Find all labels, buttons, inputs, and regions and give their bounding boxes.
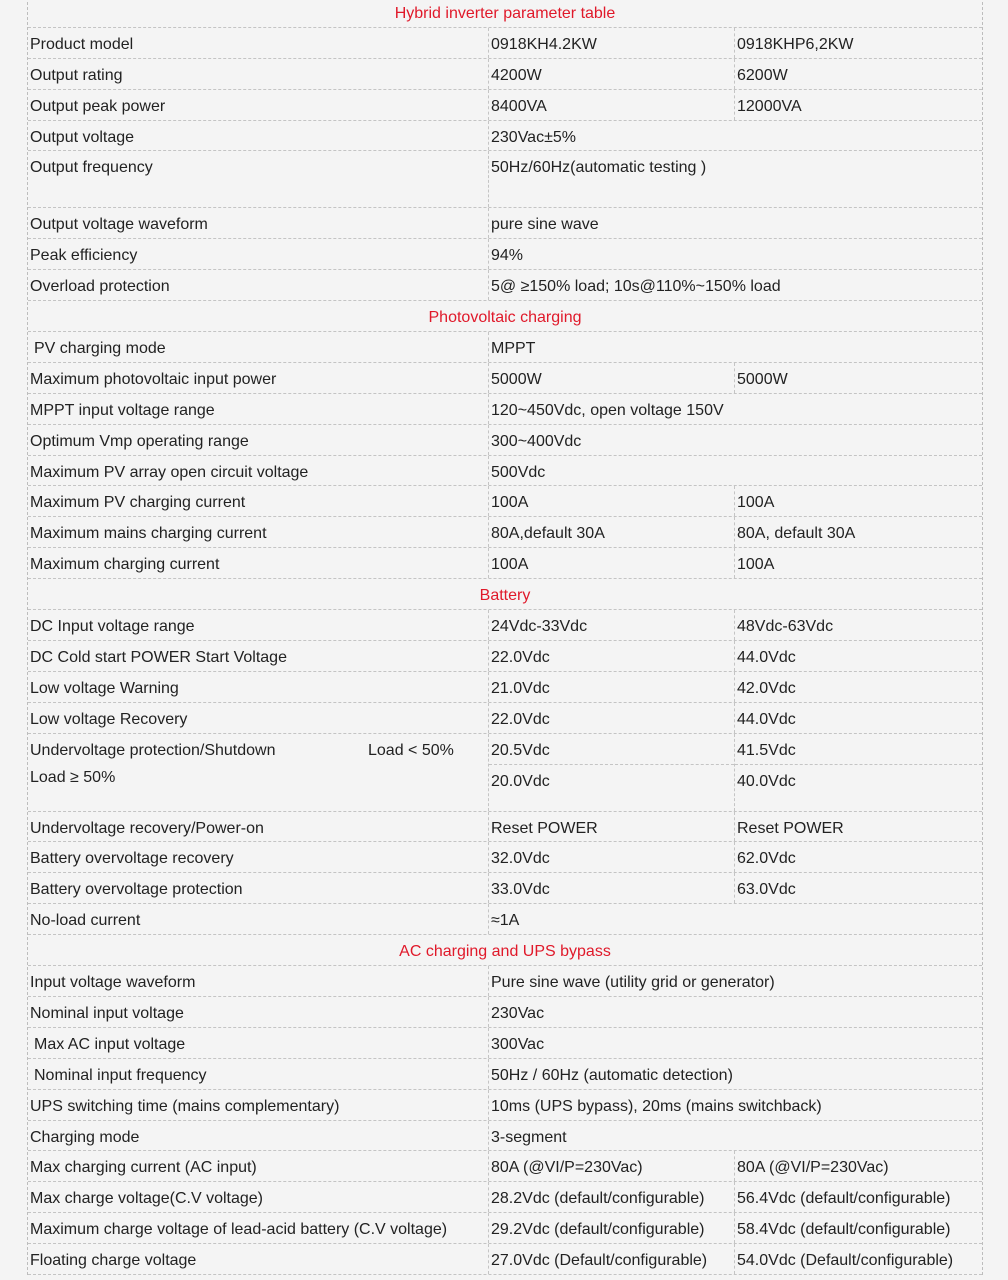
row-value-1: 22.0Vdc [488, 703, 734, 733]
condition-low-load: Load < 50% [368, 741, 454, 759]
row-value-2: 62.0Vdc [734, 842, 982, 872]
section-header-main [28, 0, 982, 28]
table-row [28, 1121, 982, 1152]
table-row [28, 394, 982, 425]
undervoltage-label-cell [30, 734, 488, 811]
row-label: Battery overvoltage recovery [30, 850, 234, 868]
row-label: PV charging mode [34, 340, 166, 358]
table-row [28, 548, 982, 579]
row-value-2: 80A (@VI/P=230Vac) [734, 1151, 982, 1181]
row-value-2: 44.0Vdc [734, 703, 982, 733]
row-value: MPPT [488, 332, 982, 362]
row-label: Undervoltage protection/Shutdown [30, 741, 276, 759]
row-label: Charging mode [30, 1128, 140, 1146]
row-value-1: 22.0Vdc [488, 641, 734, 671]
table-row [28, 703, 982, 734]
row-value-2: 100A [734, 548, 982, 578]
table-row [28, 270, 982, 301]
row-value-1: 4200W [488, 59, 734, 89]
row-value-2: 63.0Vdc [734, 873, 982, 903]
table-row [28, 517, 982, 548]
row-label: Max charge voltage(C.V voltage) [30, 1190, 263, 1208]
row-value-low-load: 41.5Vdc [737, 741, 796, 759]
row-value-1: 27.0Vdc (Default/configurable) [488, 1244, 734, 1274]
table-row [28, 486, 982, 517]
row-value-1: 100A [488, 548, 734, 578]
row-value-1: 8400VA [488, 90, 734, 120]
row-label: Product model [30, 35, 134, 53]
table-row [28, 239, 982, 270]
table-row [28, 1182, 982, 1213]
row-value-2: 6200W [734, 59, 982, 89]
table-row [28, 90, 982, 121]
row-label: Optimum Vmp operating range [30, 432, 249, 450]
row-value-1: 28.2Vdc (default/configurable) [488, 1182, 734, 1212]
table-row [28, 363, 982, 394]
row-label: Maximum photovoltaic input power [30, 370, 277, 388]
table-row [28, 672, 982, 703]
row-value-1: 24Vdc-33Vdc [488, 610, 734, 640]
row-value: 50Hz / 60Hz (automatic detection) [488, 1059, 982, 1089]
row-value: 5@ ≥150% load; 10s@110%~150% load [488, 270, 982, 300]
row-label: Undervoltage recovery/Power-on [30, 819, 264, 837]
row-label: Floating charge voltage [30, 1252, 197, 1270]
row-value: 50Hz/60Hz(automatic testing ) [488, 151, 718, 207]
row-label: Low voltage Recovery [30, 710, 188, 728]
row-value: 3-segment [488, 1121, 982, 1151]
table-row [28, 1090, 982, 1121]
row-label: Low voltage Warning [30, 679, 179, 697]
row-value: 10ms (UPS bypass), 20ms (mains switchback) [488, 1090, 982, 1120]
section-title: AC charging and UPS bypass [399, 943, 611, 961]
row-value-2: 100A [734, 486, 982, 516]
section-title: Battery [479, 587, 531, 605]
row-label: Output peak power [30, 97, 166, 115]
row-value: 230Vac [488, 997, 982, 1027]
row-label: Output voltage waveform [30, 216, 208, 234]
row-label: Output voltage [30, 128, 135, 146]
table-row [28, 610, 982, 641]
table-row [28, 456, 982, 487]
row-value-2: 12000VA [734, 90, 982, 120]
row-label: Peak efficiency [30, 247, 138, 265]
table-row [28, 812, 982, 843]
table-row [28, 59, 982, 90]
row-value-1: 5000W [488, 363, 734, 393]
row-label: MPPT input voltage range [30, 401, 215, 419]
row-label: Max AC input voltage [34, 1035, 186, 1053]
table-row [28, 28, 982, 59]
row-label: Maximum mains charging current [30, 525, 267, 543]
row-label: Maximum PV array open circuit voltage [30, 463, 309, 481]
undervoltage-values-2 [734, 734, 982, 811]
row-value-2: 56.4Vdc (default/configurable) [734, 1182, 982, 1212]
table-row [28, 208, 982, 239]
table-title: Hybrid inverter parameter table [394, 5, 616, 22]
row-label: DC Input voltage range [30, 618, 195, 636]
row-label: Maximum charge voltage of lead-acid battery (C.V voltage) [30, 1221, 448, 1239]
condition-high-load: Load ≥ 50% [30, 768, 116, 786]
row-label: Overload protection [30, 278, 170, 296]
row-value-1: 32.0Vdc [488, 842, 734, 872]
undervoltage-values-1 [488, 734, 734, 811]
row-value-1: 29.2Vdc (default/configurable) [488, 1213, 734, 1243]
row-value-high-load: 20.0Vdc [491, 772, 550, 790]
row-label: Output frequency [30, 159, 153, 177]
row-label: Max charging current (AC input) [30, 1159, 257, 1177]
row-label: No-load current [30, 912, 141, 930]
table-row [28, 121, 982, 152]
row-value: 94% [488, 239, 982, 269]
row-value-1: 80A (@VI/P=230Vac) [488, 1151, 734, 1181]
inner-divider [489, 764, 734, 765]
table-row [28, 842, 982, 873]
row-value: 500Vdc [488, 456, 982, 486]
row-value: pure sine wave [488, 208, 982, 238]
table-row [28, 151, 982, 208]
row-label: Battery overvoltage protection [30, 881, 243, 899]
parameter-table [27, 0, 983, 1275]
row-value-1: Reset POWER [488, 812, 734, 842]
row-value-2: 42.0Vdc [734, 672, 982, 702]
row-value-2: 58.4Vdc (default/configurable) [734, 1213, 982, 1243]
row-label: Nominal input voltage [30, 1004, 184, 1022]
inner-divider [735, 764, 982, 765]
row-value: 300Vac [488, 1028, 982, 1058]
row-value-high-load: 40.0Vdc [737, 772, 796, 790]
row-value-2: 44.0Vdc [734, 641, 982, 671]
row-value: 300~400Vdc [488, 425, 982, 455]
table-row [28, 1028, 982, 1059]
row-value-1: 100A [488, 486, 734, 516]
row-value-2: 80A, default 30A [734, 517, 982, 547]
row-value-2: 54.0Vdc (Default/configurable) [734, 1244, 982, 1274]
table-row [28, 997, 982, 1028]
table-row [28, 873, 982, 904]
row-label: DC Cold start POWER Start Voltage [30, 648, 287, 666]
row-value-low-load: 20.5Vdc [491, 741, 550, 759]
row-label: UPS switching time (mains complementary) [30, 1097, 340, 1115]
table-row-undervoltage [28, 734, 982, 812]
row-value: ≈1A [488, 904, 982, 934]
row-value-2: 48Vdc-63Vdc [734, 610, 982, 640]
row-value-1: 0918KH4.2KW [488, 28, 734, 58]
table-row [28, 1244, 982, 1275]
row-value-2: 5000W [734, 363, 982, 393]
section-header-ac [28, 935, 982, 966]
table-row [28, 904, 982, 935]
table-row [28, 1213, 982, 1244]
section-header-battery [28, 579, 982, 610]
table-row [28, 332, 982, 363]
row-label: Nominal input frequency [34, 1066, 207, 1084]
row-value-2: Reset POWER [734, 812, 982, 842]
row-value-1: 21.0Vdc [488, 672, 734, 702]
row-label: Maximum charging current [30, 556, 220, 574]
row-label: Output rating [30, 66, 123, 84]
section-title: Photovoltaic charging [428, 309, 582, 327]
row-label: Input voltage waveform [30, 974, 196, 992]
row-value: 120~450Vdc, open voltage 150V [488, 394, 982, 424]
table-row [28, 1059, 982, 1090]
table-row [28, 425, 982, 456]
row-value-1: 33.0Vdc [488, 873, 734, 903]
row-value: 230Vac±5% [488, 121, 982, 151]
row-value: Pure sine wave (utility grid or generator) [488, 966, 982, 996]
section-header-pv [28, 301, 982, 332]
table-row [28, 966, 982, 997]
row-value-2: 0918KHP6,2KW [734, 28, 982, 58]
row-value-1: 80A,default 30A [488, 517, 734, 547]
table-row [28, 1151, 982, 1182]
table-row [28, 641, 982, 672]
row-label: Maximum PV charging current [30, 494, 246, 512]
